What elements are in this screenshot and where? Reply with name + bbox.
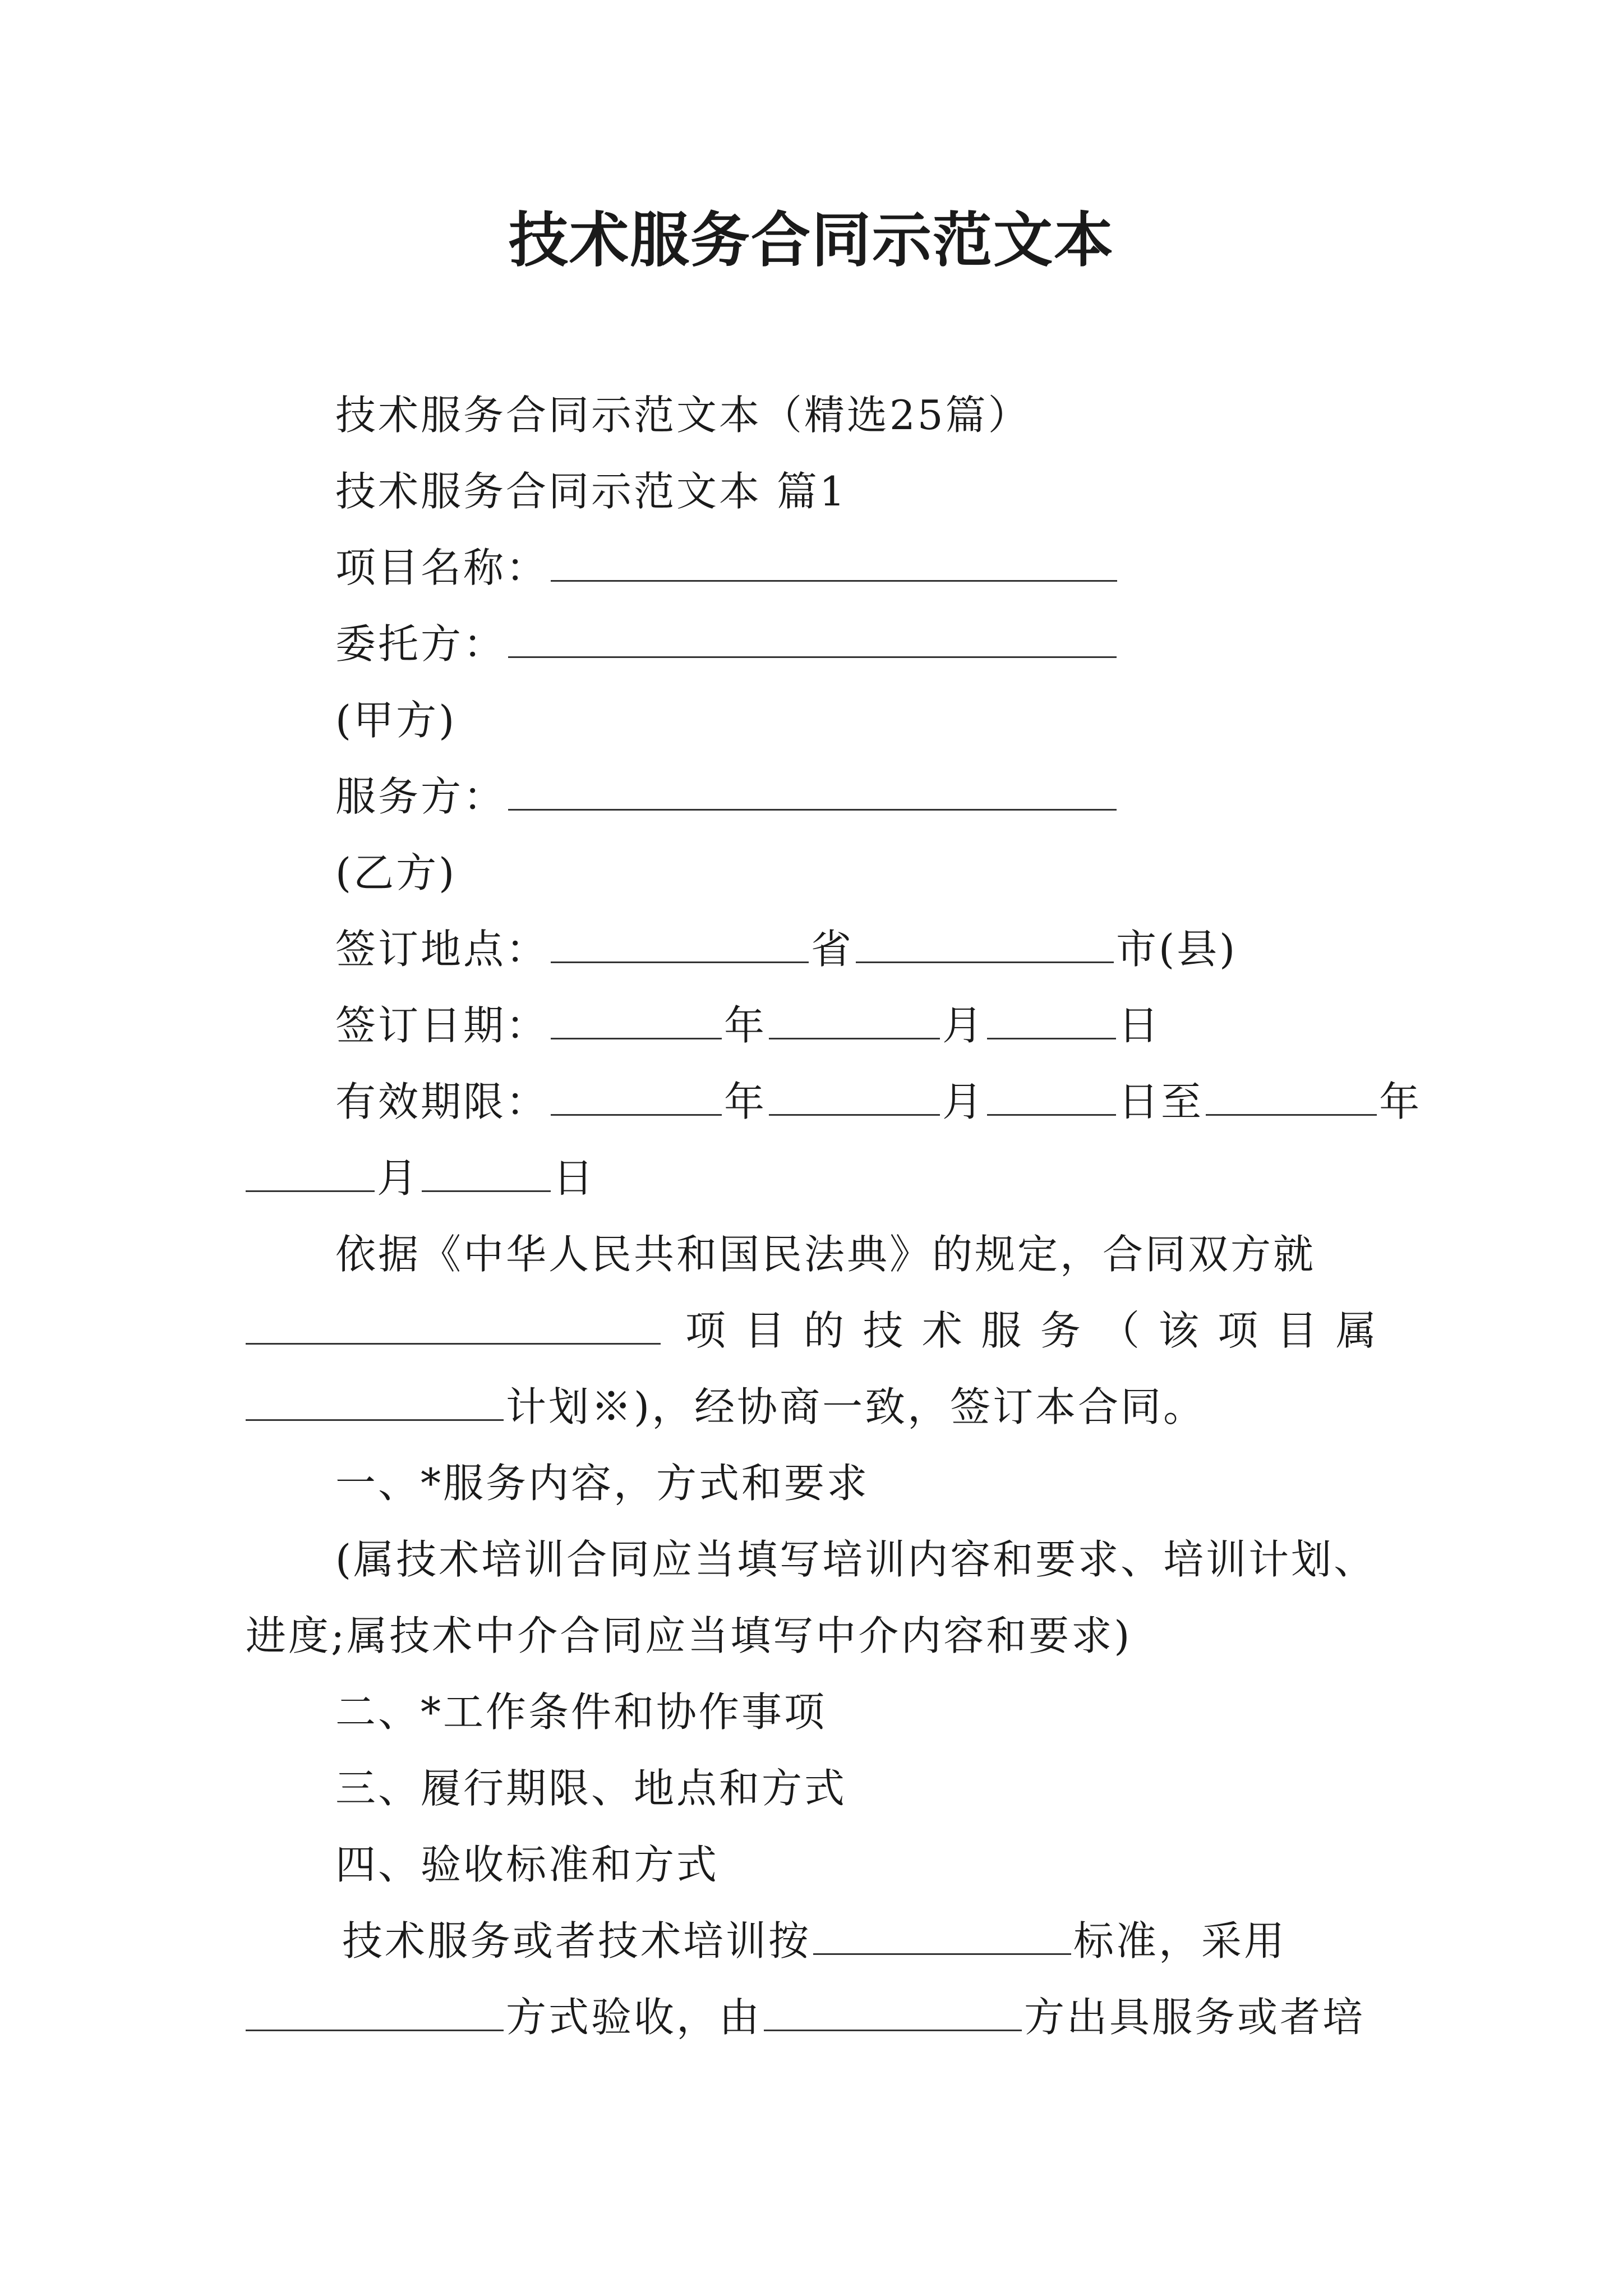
basis-word: 术 xyxy=(921,1307,965,1354)
year-label: 年 xyxy=(1379,1078,1422,1125)
plan-blank[interactable] xyxy=(246,1380,504,1421)
provider-blank[interactable] xyxy=(508,770,1117,811)
sign-month-blank[interactable] xyxy=(769,999,940,1039)
client-label: 委托方： xyxy=(335,620,506,668)
basis-line-1: 依据《中华人民共和国民法典》的规定，合同双方就 xyxy=(335,1231,1316,1278)
basis-line-3 xyxy=(246,1379,1206,1435)
project-name-blank[interactable] xyxy=(551,541,1117,582)
valid-start-year-blank[interactable] xyxy=(551,1075,722,1116)
year-label: 年 xyxy=(724,1078,767,1125)
valid-start-day-blank[interactable] xyxy=(987,1075,1116,1116)
sign-day-blank[interactable] xyxy=(987,999,1116,1039)
acceptance-line-1 xyxy=(342,1913,1287,1969)
acceptance-party-blank[interactable] xyxy=(764,1990,1022,2031)
basis-word: （ xyxy=(1099,1307,1142,1354)
party-b-label: (乙方) xyxy=(335,849,457,896)
basis-word: 务 xyxy=(1040,1307,1083,1354)
service-project-blank[interactable] xyxy=(246,1304,661,1345)
basis-line-2-words xyxy=(685,1303,1378,1359)
section-2-heading: 二、*工作条件和协作事项 xyxy=(335,1688,827,1736)
acceptance-line-2 xyxy=(246,1989,1365,2045)
section-3-heading: 三、履行期限、地点和方式 xyxy=(335,1765,847,1812)
project-name-row xyxy=(335,540,1119,596)
valid-end-year-blank[interactable] xyxy=(1206,1075,1377,1116)
acceptance-method-blank[interactable] xyxy=(246,1990,504,2031)
provider-label: 服务方： xyxy=(335,773,506,820)
basis-word: 服 xyxy=(981,1307,1024,1354)
year-label: 年 xyxy=(724,1002,767,1049)
acceptance-text-b: 标准，采用 xyxy=(1073,1917,1287,1964)
basis-word: 属 xyxy=(1335,1307,1378,1354)
subtitle: 技术服务合同示范文本（精选25篇） xyxy=(335,392,1031,439)
project-name-label: 项目名称： xyxy=(335,544,549,591)
party-a-label: (甲方) xyxy=(335,697,457,744)
sign-place-row xyxy=(335,921,1237,977)
basis-word: 的 xyxy=(803,1307,846,1354)
acceptance-text-a: 技术服务或者技术培训按 xyxy=(342,1917,811,1964)
basis-word: 目 xyxy=(744,1307,787,1354)
sign-place-label: 签订地点： xyxy=(335,926,549,973)
basis-word: 该 xyxy=(1158,1307,1201,1354)
document-title: 技术服务合同示范文本 xyxy=(509,205,1114,275)
day-to-label: 日至 xyxy=(1118,1078,1204,1125)
sign-date-row xyxy=(335,997,1161,1053)
valid-end-day-blank[interactable] xyxy=(422,1151,551,1192)
chapter-heading: 技术服务合同示范文本 篇1 xyxy=(335,468,847,515)
client-blank[interactable] xyxy=(508,617,1117,658)
basis-word: 项 xyxy=(685,1307,728,1354)
acceptance-standard-blank[interactable] xyxy=(813,1914,1071,1955)
day-label: 日 xyxy=(553,1154,596,1202)
basis-line-3-text: 计划※)，经协商一致，签订本合同。 xyxy=(506,1383,1206,1430)
note-1-line-1: (属技术培训合同应当填写培训内容和要求、培训计划、 xyxy=(335,1536,1377,1583)
day-label: 日 xyxy=(1118,1002,1161,1049)
valid-start-month-blank[interactable] xyxy=(769,1075,940,1116)
acceptance-text-c: 方式验收，由 xyxy=(506,1994,762,2041)
basis-word: 目 xyxy=(1276,1307,1320,1354)
sign-year-blank[interactable] xyxy=(551,999,722,1039)
acceptance-text-d: 方出具服务或者培 xyxy=(1024,1994,1366,2041)
section-1-heading: 一、*服务内容，方式和要求 xyxy=(335,1460,870,1507)
valid-label: 有效期限： xyxy=(335,1078,549,1125)
note-1-line-2: 进度;属技术中介合同应当填写中介内容和要求) xyxy=(246,1612,1132,1659)
valid-period-row-cont xyxy=(246,1150,596,1206)
month-label: 月 xyxy=(377,1154,420,1202)
provider-row xyxy=(335,769,1119,825)
province-label: 省 xyxy=(811,926,854,973)
valid-end-month-blank[interactable] xyxy=(246,1151,375,1192)
month-label: 月 xyxy=(942,1078,985,1125)
section-4-heading: 四、验收标准和方式 xyxy=(335,1841,720,1888)
province-blank[interactable] xyxy=(551,922,809,963)
valid-period-row xyxy=(335,1074,1422,1130)
city-blank[interactable] xyxy=(856,922,1114,963)
month-label: 月 xyxy=(942,1002,985,1049)
client-row xyxy=(335,616,1119,672)
basis-line-2 xyxy=(246,1303,1378,1359)
basis-word: 项 xyxy=(1218,1307,1261,1354)
city-label: 市(县) xyxy=(1116,926,1238,973)
sign-date-label: 签订日期： xyxy=(335,1002,549,1049)
basis-word: 技 xyxy=(863,1307,906,1354)
